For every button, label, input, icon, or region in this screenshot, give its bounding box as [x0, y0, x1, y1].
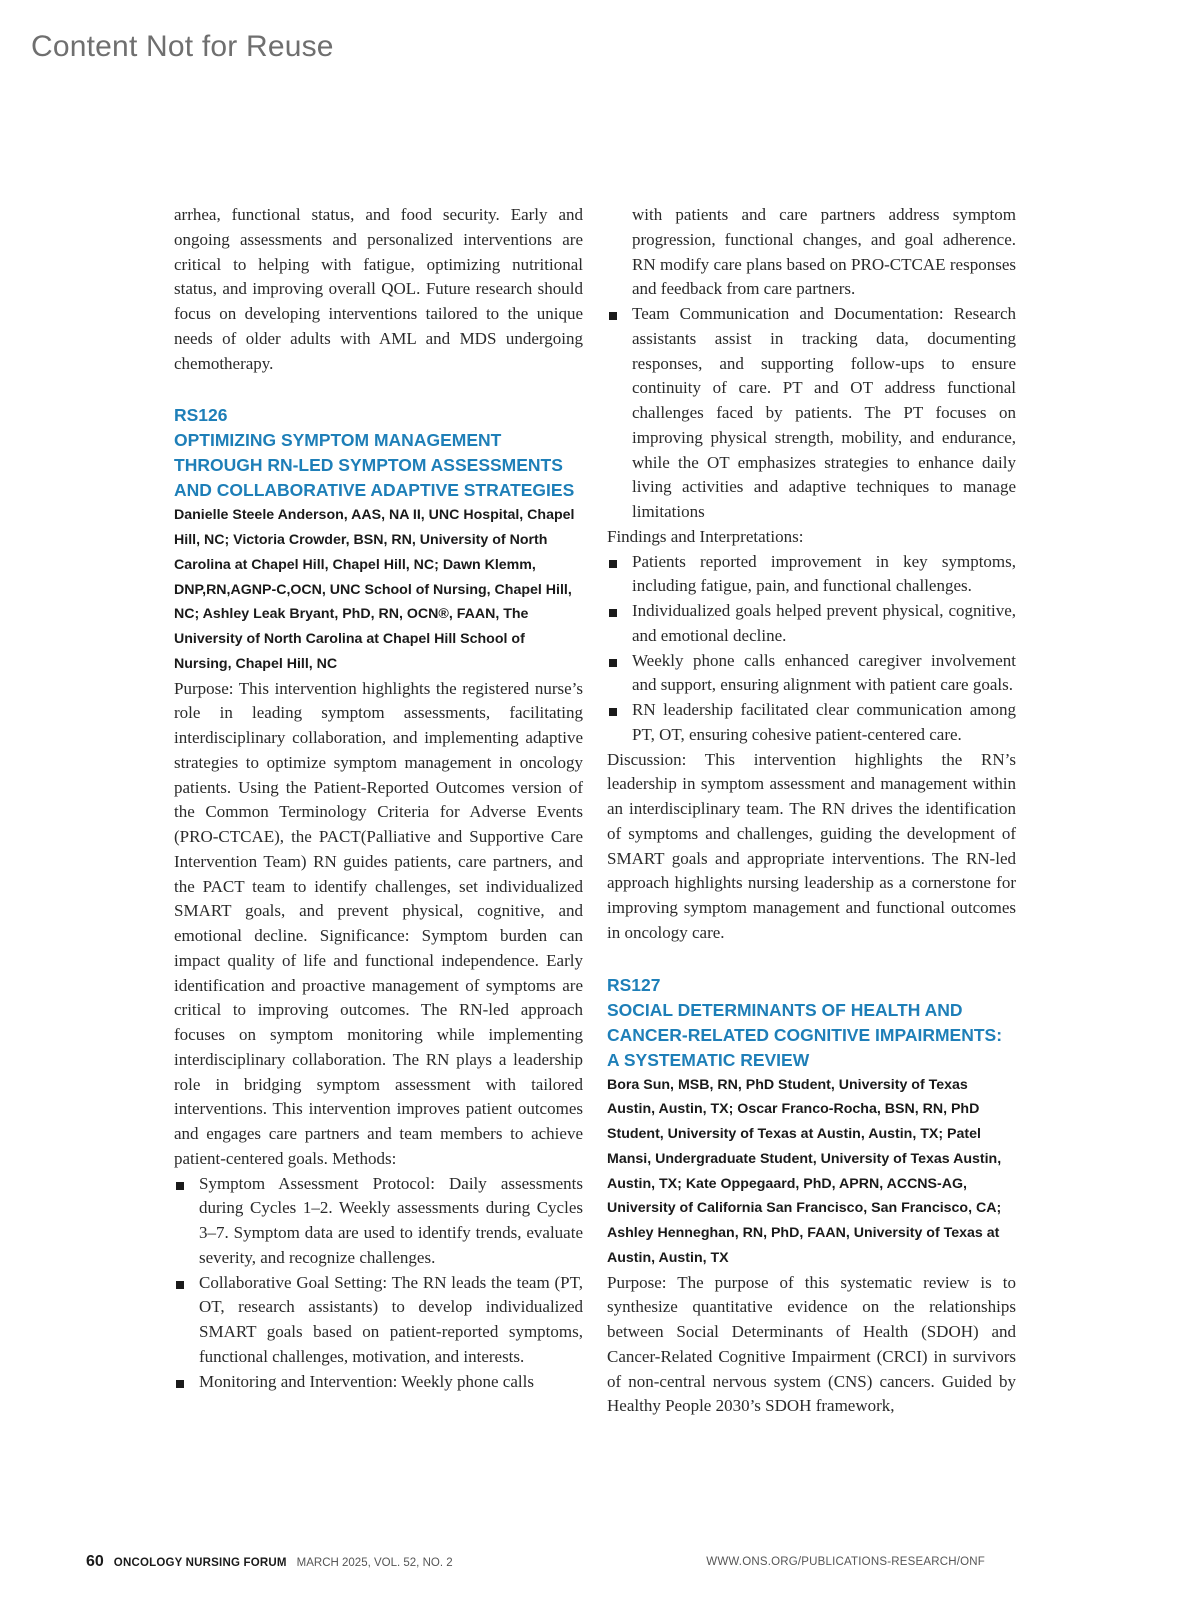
page-footer [86, 1553, 985, 1571]
left-column [174, 203, 583, 1394]
list-item: Team Communication and Documentation: Research assistants assist in tracking data, documenting responses, and supporting follow-ups to ensure continuity of care. PT and OT address functional challenges faced by patients. The PT focuses on improving physical strength, mobility, and endurance, while the OT emphasizes strategies to enhance daily living activities and adaptive techniques to manage limitations [607, 302, 1016, 525]
methods-list-continued [607, 302, 1016, 525]
journal-name: ONCOLOGY NURSING FORUM [113, 1557, 287, 1569]
list-item: Individualized goals helped prevent physical, cognitive, and emotional decline. [607, 599, 1016, 649]
issue-info: MARCH 2025, VOL. 52, NO. 2 [296, 1557, 453, 1569]
bullet-icon [609, 659, 617, 667]
right-column [607, 203, 1016, 1419]
discussion-paragraph: Discussion: This intervention highlights the RN’s leadership in symptom assessment and management within an interdisciplinary team. The RN drives the identification of symptoms and challenges, guiding the development of SMART goals and appropriate interventions. The RN-led approach highlights nursing leadership as a cornerstone for improving symptom management and functional outcomes in oncology care. [607, 749, 1016, 942]
list-item: Collaborative Goal Setting: The RN leads the team (PT, OT, research assistants) to develop individualized SMART goals based on patient-reported symptoms, functional challenges, motivation, and interests. [174, 1271, 583, 1370]
continued-text: with patients and care partners address symptom progression, functional changes, and goal adherence. RN modify care plans based on PRO-CTCAE responses and feedback from care partners. [632, 205, 1016, 299]
list-item: Monitoring and Intervention: Weekly phone calls [174, 1370, 583, 1395]
journal-url: WWW.ONS.ORG/PUBLICATIONS-RESEARCH/ONF [706, 1556, 985, 1568]
bullet-icon [609, 609, 617, 617]
findings-list [607, 550, 1016, 748]
abstract-code-rs127: RS127 [607, 974, 661, 995]
abstract-code-rs126: RS126 [174, 405, 228, 426]
abstract-title-rs127: SOCIAL DETERMINANTS OF HEALTH AND CANCER-RELATED COGNITIVE IMPAIRMENTS: A SYSTEMATIC REVIEW [607, 999, 1003, 1070]
abstract-title-rs126: OPTIMIZING SYMPTOM MANAGEMENT THROUGH RN-LED SYMPTOM ASSESSMENTS AND COLLABORATIVE ADAPTIVE STRATEGIES [174, 430, 575, 501]
list-item: RN leadership facilitated clear communication among PT, OT, ensuring cohesive patient-centered care. [607, 698, 1016, 748]
findings-label: Findings and Interpretations: [607, 526, 804, 546]
bullet-icon [176, 1380, 184, 1388]
list-item: Symptom Assessment Protocol: Daily assessments during Cycles 1–2. Weekly assessments during Cycles 3–7. Symptom data are used to identify trends, evaluate severity, and recognize challenges. [174, 1172, 583, 1271]
watermark-text: Content Not for Reuse [31, 30, 334, 63]
methods-list [174, 1172, 583, 1395]
bullet-icon [609, 708, 617, 716]
abstract-authors-rs127: Bora Sun, MSB, RN, PhD Student, University of Texas Austin, Austin, TX; Oscar Franco-Rocha, BSN, RN, PhD Student, University of Texas at Austin, Austin, TX; Patel Mansi, Undergraduate Student, University of Texas Austin, Austin, TX; Kate Oppegaard, PhD, APRN, ACCNS-AG, University of California San Francisco, San Francisco, CA; Ashley Henneghan, RN, PhD, FAAN, University of Texas at Austin, Austin, TX [607, 1076, 1002, 1266]
list-item: Weekly phone calls enhanced caregiver involvement and support, ensuring alignment with patient care goals. [607, 649, 1016, 699]
abstract-body-rs127: Purpose: The purpose of this systematic review is to synthesize quantitative evidence on the relationships between Social Determinants of Health (SDOH) and Cancer-Related Cognitive Impairment (CRCI) in survivors of non-central nervous system (CNS) cancers. Guided by Healthy People 2030’s SDOH framework, [607, 1272, 1016, 1416]
bullet-icon [609, 560, 617, 568]
intro-paragraph: arrhea, functional status, and food security. Early and ongoing assessments and personalized interventions are critical to helping with fatigue, optimizing nutritional status, and improving overall QOL. Future research should focus on developing interventions tailored to the unique needs of older adults with AML and MDS undergoing chemotherapy. [174, 205, 583, 373]
page-number: 60 [86, 1553, 104, 1570]
bullet-icon [176, 1281, 184, 1289]
abstract-body-rs126: Purpose: This intervention highlights the registered nurse’s role in leading symptom assessments, facilitating interdisciplinary collaboration, and implementing adaptive strategies to optimize symptom management in oncology patients. Using the Patient-Reported Outcomes version of the Common Terminology Criteria for Adverse Events (PRO-CTCAE), the PACT(Palliative and Supportive Care Intervention Team) RN guides patients, care partners, and the PACT team to identify challenges, set individualized SMART goals, and prevent physical, cognitive, and emotional decline. Significance: Symptom burden can impact quality of life and functional independence. Early identification and proactive management of symptoms are critical to improving outcomes. The RN-led approach focuses on symptom monitoring while implementing interdisciplinary collaboration. The RN plays a leadership role in bridging symptom assessment with tailored interventions. This intervention improves patient outcomes and engages care partners and team members to achieve patient-centered goals. Methods: [174, 678, 583, 1168]
bullet-icon [609, 312, 617, 320]
abstract-authors-rs126: Danielle Steele Anderson, AAS, NA II, UNC Hospital, Chapel Hill, NC; Victoria Crowder, BSN, RN, University of North Carolina at Chapel Hill, Chapel Hill, NC; Dawn Klemm, DNP,RN,AGNP-C,OCN, UNC School of Nursing, Chapel Hill, NC; Ashley Leak Bryant, PhD, RN, OCN®, FAAN, The University of North Carolina at Chapel Hill School of Nursing, Chapel Hill, NC [174, 507, 575, 672]
list-item: Patients reported improvement in key symptoms, including fatigue, pain, and functional challenges. [607, 550, 1016, 600]
bullet-icon [176, 1182, 184, 1190]
